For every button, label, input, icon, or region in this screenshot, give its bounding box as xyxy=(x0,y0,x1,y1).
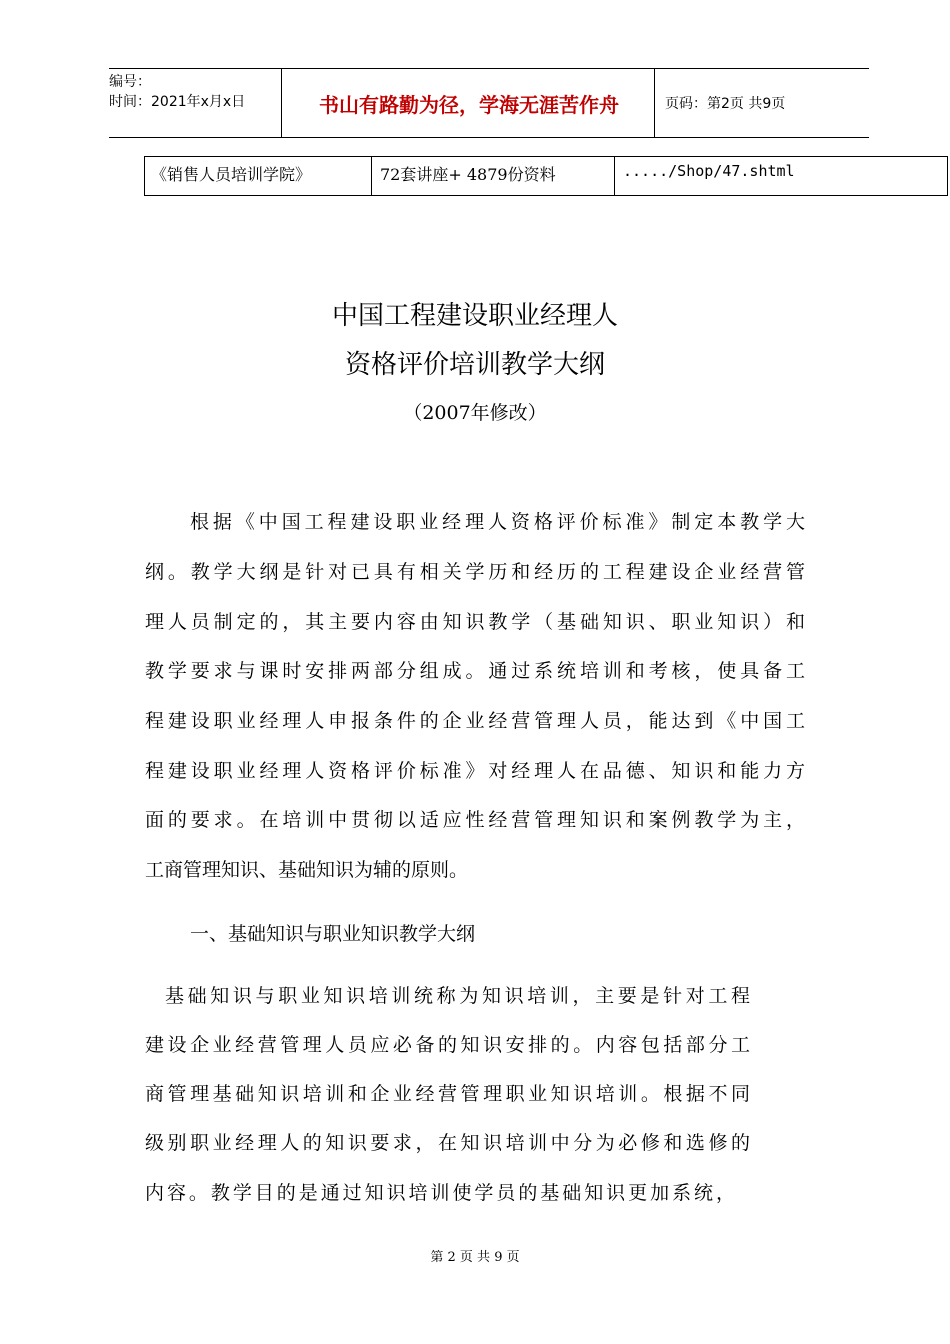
paragraph-line: 建设企业经营管理人员应必备的知识安排的。内容包括部分工 xyxy=(145,1034,750,1056)
header-page-label: 页码：第2页 共9页 xyxy=(665,96,786,112)
header-meta xyxy=(109,72,281,112)
paragraph-line: 理人员制定的，其主要内容由知识教学（基础知识、职业知识）和 xyxy=(145,611,805,633)
paragraph-line: 程建设职业经理人资格评价标准》对经理人在品德、知识和能力方 xyxy=(145,760,805,782)
ad-cell-title: 《销售人员培训学院》 xyxy=(151,165,312,184)
document-title-revision: （2007年修改） xyxy=(403,402,547,424)
serial-label: 编号： xyxy=(109,74,151,90)
section-heading: 一、基础知识与职业知识教学大纲 xyxy=(190,923,476,945)
page-header xyxy=(109,68,869,138)
paragraph-line: 程建设职业经理人申报条件的企业经营管理人员，能达到《中国工 xyxy=(145,710,805,732)
paragraph-line: 商管理基础知识培训和企业经营管理职业知识培训。根据不同 xyxy=(145,1083,750,1105)
header-divider xyxy=(281,69,282,137)
header-motto: 书山有路勤为径，学海无涯苦作舟 xyxy=(319,92,619,117)
paragraph-line: 内容。教学目的是通过知识培训使学员的基础知识更加系统， xyxy=(145,1182,735,1204)
ad-table xyxy=(144,156,948,196)
paragraph-line: 基础知识与职业知识培训统称为知识培训，主要是针对工程 xyxy=(165,985,750,1007)
document-title-line1: 中国工程建设职业经理人 xyxy=(331,301,618,331)
paragraph-line: 教学要求与课时安排两部分组成。通过系统培训和考核，使具备工 xyxy=(145,660,805,682)
paragraph-line: 工商管理知识、基础知识为辅的原则。 xyxy=(145,859,469,881)
paragraph-line: 根据《中国工程建设职业经理人资格评价标准》制定本教学大 xyxy=(190,511,805,533)
paragraph-line: 面的要求。在培训中贯彻以适应性经营管理知识和案例教学为主， xyxy=(145,809,805,831)
document-title-line2: 资格评价培训教学大纲 xyxy=(344,350,605,380)
date-label: 时间：2021年x月x日 xyxy=(109,94,246,110)
page-footer: 第 2 页 共 9 页 xyxy=(430,1250,520,1265)
ad-cell-count: 72套讲座+ 4879份资料 xyxy=(371,157,614,195)
paragraph-line: 级别职业经理人的知识要求，在知识培训中分为必修和选修的 xyxy=(145,1132,750,1154)
paragraph-line: 纲。教学大纲是针对已具有相关学历和经历的工程建设企业经营管 xyxy=(145,561,805,583)
ad-cell-link[interactable]: ...../Shop/47.shtml xyxy=(614,157,947,195)
header-divider xyxy=(654,69,655,137)
